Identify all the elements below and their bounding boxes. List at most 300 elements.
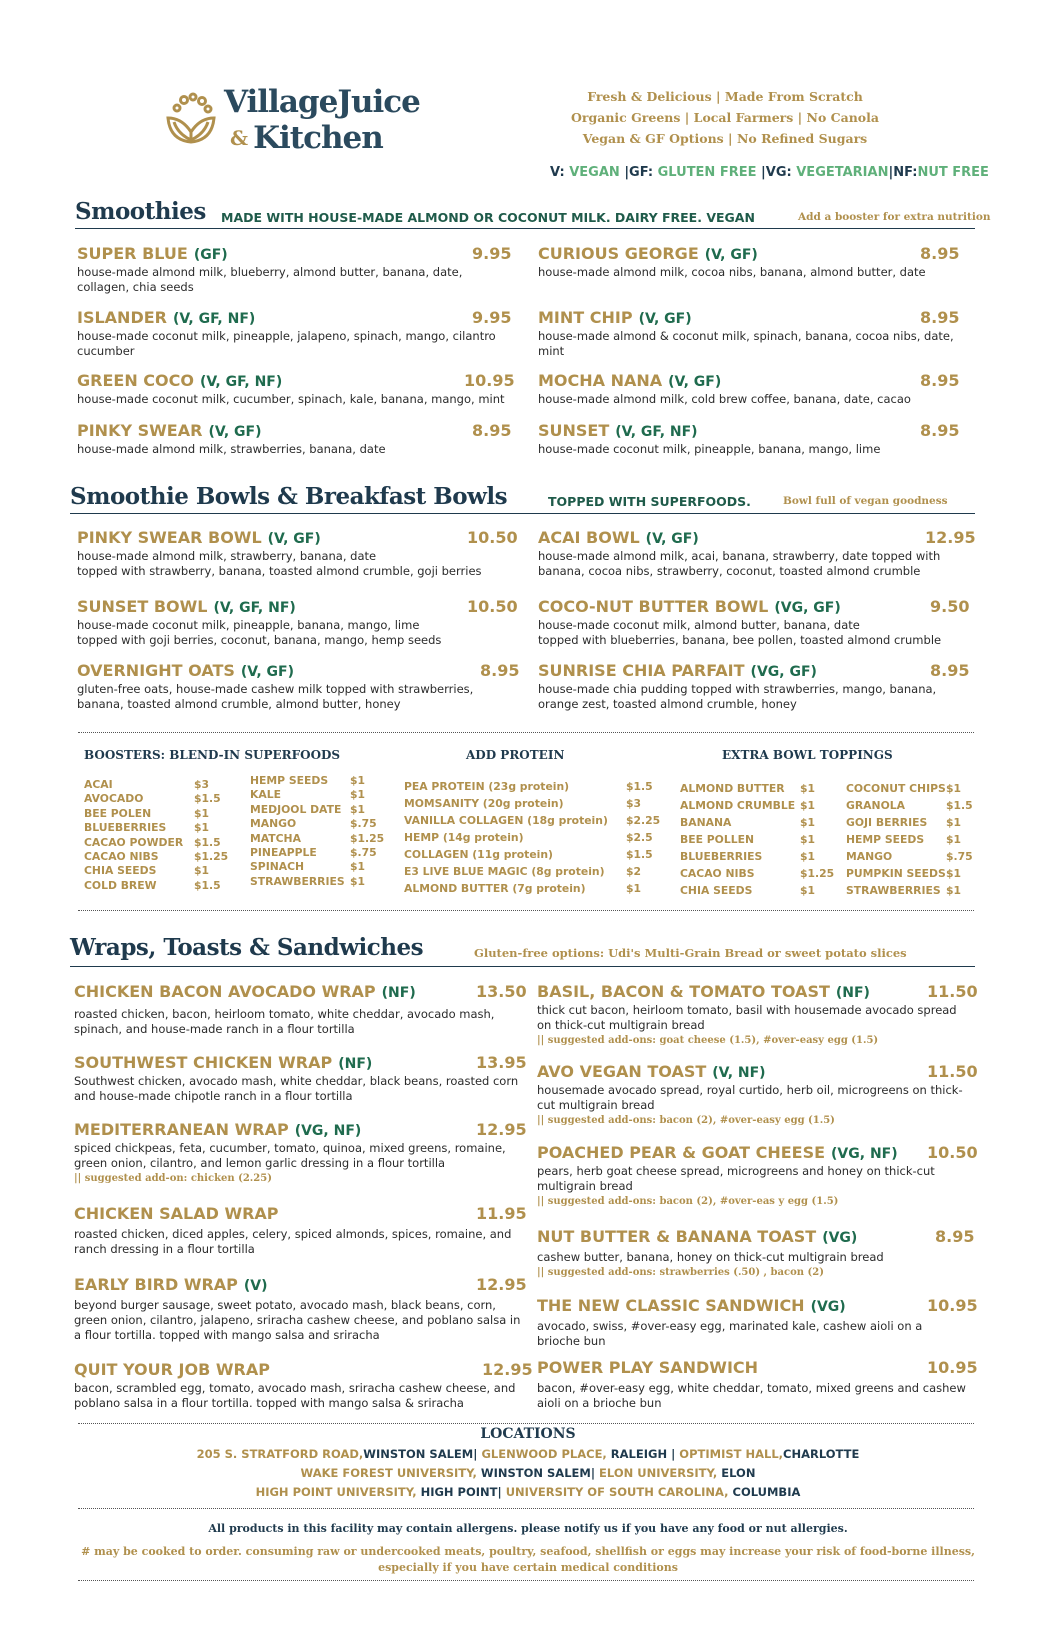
protein-row xyxy=(404,797,654,814)
booster-row xyxy=(84,864,234,878)
locations-line-1 xyxy=(0,1447,1056,1461)
booster-price: $1 xyxy=(350,802,366,816)
location-place: ELON UNIVERSITY, xyxy=(595,1466,718,1480)
legend-value: NUT FREE xyxy=(917,165,989,180)
item-description: beyond burger sausage, sweet potato, avocado mash, black beans, corn, green onion, cilantro, jalapeno, sriracha cashew cheese, and poblano salsa in a flour tortilla. topped with mango salsa and sriracha xyxy=(74,1298,521,1342)
topping-price: $1 xyxy=(800,799,816,812)
booster-row xyxy=(250,788,380,802)
topping-price: $1.25 xyxy=(800,867,835,880)
item-description-2: banana, cocoa nibs, strawberry, coconut, toasted almond crumble xyxy=(538,564,921,578)
wraps-rule xyxy=(70,966,975,967)
item-price: 10.95 xyxy=(927,1296,978,1315)
booster-row xyxy=(250,803,380,817)
item-name: QUIT YOUR JOB WRAP xyxy=(74,1360,270,1379)
item-name: POWER PLAY SANDWICH xyxy=(537,1358,759,1377)
booster-price: $1 xyxy=(350,874,366,888)
topping-price: $1 xyxy=(946,867,962,880)
item-name: SUNRISE CHIA PARFAIT xyxy=(538,661,745,680)
protein-price: $1.5 xyxy=(626,848,653,861)
item-name: CHICKEN SALAD WRAP xyxy=(74,1204,279,1223)
item-name: BASIL, BACON & TOMATO TOAST xyxy=(537,982,830,1001)
location-place: 205 S. STRATFORD ROAD, xyxy=(196,1447,364,1461)
booster-row xyxy=(84,850,234,864)
booster-price: $3 xyxy=(194,778,210,791)
item-name: SUNSET xyxy=(538,421,610,440)
item-price: 13.95 xyxy=(476,1053,527,1072)
topping-price: $.75 xyxy=(946,850,973,863)
bowls-subtitle: TOPPED WITH SUPERFOODS. xyxy=(548,494,751,509)
item-tags: (NF) xyxy=(835,985,870,1001)
topping-price: $1 xyxy=(946,884,962,897)
item-tags: (NF) xyxy=(381,985,416,1001)
topping-name: CHIA SEEDS xyxy=(680,884,753,897)
booster-row xyxy=(84,821,234,835)
toppings-list-1 xyxy=(680,782,840,901)
item-description: house-made almond milk, acai, banana, strawberry, date topped with xyxy=(538,549,941,563)
item-addon: || suggested add-ons: goat cheese (1.5), #over-easy egg (1.5) xyxy=(537,1035,879,1046)
topping-name: GRANOLA xyxy=(846,799,905,812)
protein-name: E3 LIVE BLUE MAGIC (8g protein) xyxy=(404,865,605,878)
topping-row xyxy=(680,884,840,901)
location-city: COLUMBIA xyxy=(728,1485,801,1499)
item-tags: (VG) xyxy=(810,1299,846,1315)
item-tags: (V, GF) xyxy=(240,664,294,680)
item-tags: (V, GF) xyxy=(208,424,262,440)
item-name: PINKY SWEAR xyxy=(77,421,203,440)
smoothies-rule xyxy=(75,228,975,229)
location-city: HIGH POINT| xyxy=(416,1485,502,1499)
topping-row xyxy=(846,867,976,884)
menu-item xyxy=(77,371,537,407)
item-description-2: topped with blueberries, banana, bee pollen, toasted almond crumble xyxy=(538,633,942,647)
booster-price: $1.25 xyxy=(350,831,385,845)
item-description: house-made coconut milk, almond butter, banana, date xyxy=(538,618,860,632)
item-name: GREEN COCO xyxy=(77,371,194,390)
booster-price: $1.5 xyxy=(194,835,221,849)
protein-name: COLLAGEN (11g protein) xyxy=(404,848,553,861)
item-description: avocado, swiss, #over-easy egg, marinated kale, cashew aioli on a brioche bun xyxy=(537,1319,923,1348)
booster-name: ACAI xyxy=(84,778,113,791)
menu-item xyxy=(538,371,968,407)
topping-name: PUMPKIN SEEDS xyxy=(846,867,946,880)
topping-price: $1.5 xyxy=(946,799,973,812)
wraps-note: Gluten-free options: Udi's Multi-Grain Bread or sweet potato slices xyxy=(474,946,907,960)
menu-item xyxy=(77,421,512,457)
item-name: AVO VEGAN TOAST xyxy=(537,1062,707,1081)
legend-key: |NF: xyxy=(888,165,918,180)
protein-name: ALMOND BUTTER (7g protein) xyxy=(404,882,586,895)
item-description-2: topped with goji berries, coconut, banana, mango, hemp seeds xyxy=(77,633,442,647)
allergy-notice: All products in this facility may contain allergens. please notify us if you have any food or nut allergies. xyxy=(208,1522,848,1535)
booster-row xyxy=(84,807,234,821)
item-price: 10.50 xyxy=(927,1143,978,1162)
booster-price: $1.5 xyxy=(194,878,221,892)
topping-row xyxy=(680,816,840,833)
item-tags: (V, GF, NF) xyxy=(213,600,296,616)
topping-price: $1 xyxy=(800,833,816,846)
booster-name: COLD BREW xyxy=(84,878,157,892)
protein-name: VANILLA COLLAGEN (18g protein) xyxy=(404,814,608,827)
booster-row xyxy=(250,875,380,889)
item-name: NUT BUTTER & BANANA TOAST xyxy=(537,1227,817,1246)
topping-row xyxy=(846,833,976,850)
protein-row xyxy=(404,848,654,865)
menu-item xyxy=(74,982,527,1037)
booster-name: KALE xyxy=(250,788,281,802)
tagline-1: Fresh & Delicious | Made From Scratch xyxy=(587,89,863,104)
item-name: SUPER BLUE xyxy=(77,244,188,263)
booster-name: CHIA SEEDS xyxy=(84,864,157,878)
protein-row xyxy=(404,865,654,882)
topping-price: $1 xyxy=(946,816,962,829)
legend-key: |VG: xyxy=(761,165,792,180)
item-description: house-made almond & coconut milk, spinach, banana, cocoa nibs, date, mint xyxy=(538,329,954,358)
item-description: house-made almond milk, blueberry, almond butter, banana, date, collagen, chia seeds xyxy=(77,265,463,294)
topping-name: GOJI BERRIES xyxy=(846,816,928,829)
item-price: 8.95 xyxy=(930,661,970,680)
menu-item xyxy=(74,1275,529,1343)
item-name: ACAI BOWL xyxy=(538,528,640,547)
topping-price: $1 xyxy=(946,833,962,846)
item-price: 12.95 xyxy=(482,1360,533,1379)
item-description: house-made coconut milk, cucumber, spinach, kale, banana, mango, mint xyxy=(77,392,505,406)
item-name: MEDITERRANEAN WRAP xyxy=(74,1120,289,1139)
booster-row xyxy=(84,879,234,893)
item-name: EARLY BIRD WRAP xyxy=(74,1275,238,1294)
item-name: SUNSET BOWL xyxy=(77,597,208,616)
brand-name-line1: VillageJuice xyxy=(224,84,420,120)
menu-item xyxy=(74,1053,527,1104)
topping-name: CACAO NIBS xyxy=(680,867,755,880)
protein-row xyxy=(404,831,654,848)
item-name: OVERNIGHT OATS xyxy=(77,661,235,680)
booster-price: $1 xyxy=(350,788,366,802)
booster-row xyxy=(250,860,380,874)
item-description-2: topped with strawberry, banana, toasted almond crumble, goji berries xyxy=(77,564,482,578)
menu-item xyxy=(77,528,517,579)
topping-name: BEE POLLEN xyxy=(680,833,755,846)
booster-row xyxy=(250,846,380,860)
protein-row xyxy=(404,780,654,797)
booster-price: $1.25 xyxy=(194,849,229,863)
menu-item xyxy=(77,597,517,648)
item-tags: (V, GF) xyxy=(704,247,758,263)
item-addon: || suggested add-on: chicken (2.25) xyxy=(74,1173,272,1184)
protein-title: ADD PROTEIN xyxy=(466,748,565,762)
menu-item xyxy=(77,244,512,295)
topping-name: COCONUT CHIPS xyxy=(846,782,946,795)
legend-key: |GF: xyxy=(624,165,654,180)
protein-row xyxy=(404,814,661,831)
menu-item xyxy=(538,661,973,712)
menu-item xyxy=(537,1227,975,1278)
divider xyxy=(78,1580,974,1581)
item-tags: (VG, GF) xyxy=(750,664,817,680)
item-tags: (NF) xyxy=(338,1056,373,1072)
protein-name: PEA PROTEIN (23g protein) xyxy=(404,780,570,793)
item-description-2: banana, toasted almond crumble, almond butter, honey xyxy=(77,697,401,711)
item-description: roasted chicken, bacon, heirloom tomato, white cheddar, avocado mash, spinach, and house-made ranch in a flour tortilla xyxy=(74,1007,495,1036)
raw-food-warning: # may be cooked to order. consuming raw or undercooked meats, poultry, seafood, shellfish or eggs may increase your risk of food-borne illness, xyxy=(81,1545,975,1558)
item-description: Southwest chicken, avocado mash, white cheddar, black beans, roasted corn and house-made chipotle ranch in a flour tortilla xyxy=(74,1074,519,1103)
item-name: PINKY SWEAR BOWL xyxy=(77,528,262,547)
booster-name: MATCHA xyxy=(250,831,301,845)
menu-item xyxy=(74,1120,529,1184)
protein-list xyxy=(404,780,661,899)
topping-name: STRAWBERRIES xyxy=(846,884,941,897)
topping-row xyxy=(846,850,976,867)
item-tags: (V, NF) xyxy=(712,1065,766,1081)
item-price: 10.95 xyxy=(927,1358,978,1377)
topping-name: BANANA xyxy=(680,816,732,829)
topping-price: $1 xyxy=(800,850,816,863)
diet-legend xyxy=(550,165,989,180)
topping-row xyxy=(846,799,976,816)
topping-price: $1 xyxy=(800,884,816,897)
item-description: house-made almond milk, cocoa nibs, banana, almond butter, date xyxy=(538,265,926,279)
topping-row xyxy=(680,799,840,816)
divider xyxy=(78,910,974,911)
item-tags: (V, GF) xyxy=(645,531,699,547)
topping-price: $1 xyxy=(946,782,962,795)
menu-item xyxy=(74,1360,533,1411)
booster-price: $1 xyxy=(194,821,210,835)
location-city: RALEIGH | xyxy=(606,1447,676,1461)
item-tags: (VG) xyxy=(822,1230,858,1246)
item-name: CURIOUS GEORGE xyxy=(538,244,699,263)
booster-price: $1 xyxy=(350,774,366,787)
protein-price: $2.5 xyxy=(626,831,653,844)
smoothies-title: Smoothies xyxy=(75,198,206,225)
booster-row xyxy=(84,836,234,850)
item-price: 9.95 xyxy=(472,308,512,327)
item-name: MINT CHIP xyxy=(538,308,633,327)
legend-value: VEGETARIAN xyxy=(796,165,889,180)
location-place: WAKE FOREST UNIVERSITY, xyxy=(300,1466,477,1480)
item-price: 9.95 xyxy=(472,244,512,263)
item-price: 10.95 xyxy=(464,371,515,390)
topping-name: ALMOND BUTTER xyxy=(680,782,785,795)
locations-line-3 xyxy=(0,1485,1056,1499)
menu-item xyxy=(538,528,976,579)
location-place: UNIVERSITY OF SOUTH CAROLINA, xyxy=(501,1485,729,1499)
item-description: house-made almond milk, strawberry, banana, date xyxy=(77,549,377,563)
item-description: gluten-free oats, house-made cashew milk topped with strawberries, xyxy=(77,682,474,696)
booster-name: CACAO POWDER xyxy=(84,835,184,849)
item-price: 8.95 xyxy=(920,421,960,440)
menu-item xyxy=(537,1062,978,1126)
booster-name: MANGO xyxy=(250,817,297,831)
booster-price: $1 xyxy=(350,860,366,874)
item-description: house-made almond milk, cold brew coffee, banana, date, cacao xyxy=(538,392,911,406)
boosters-list-1 xyxy=(84,778,234,893)
item-price: 12.95 xyxy=(925,528,976,547)
item-price: 8.95 xyxy=(480,661,520,680)
item-description: house-made almond milk, strawberries, banana, date xyxy=(77,442,386,456)
item-price: 8.95 xyxy=(920,244,960,263)
booster-name: MEDJOOL DATE xyxy=(250,802,342,816)
item-description: roasted chicken, diced apples, celery, spiced almonds, spices, romaine, and ranch dressing in a flour tortilla xyxy=(74,1227,512,1256)
location-place: HIGH POINT UNIVERSITY, xyxy=(255,1485,417,1499)
locations-line-2 xyxy=(0,1466,1056,1480)
item-price: 9.50 xyxy=(930,597,970,616)
booster-name: HEMP SEEDS xyxy=(250,774,329,787)
protein-price: $1 xyxy=(626,882,642,895)
menu-item xyxy=(537,982,978,1046)
smoothies-subtitle: MADE WITH HOUSE-MADE ALMOND OR COCONUT MILK. DAIRY FREE. VEGAN xyxy=(221,210,755,225)
booster-price: $1 xyxy=(194,864,210,878)
topping-price: $1 xyxy=(800,782,816,795)
protein-price: $2.25 xyxy=(626,814,661,827)
item-price: 8.95 xyxy=(920,308,960,327)
item-description: spiced chickpeas, feta, cucumber, tomato, quinoa, mixed greens, romaine, green onion, cilantro, and lemon garlic dressing in a flour tortilla xyxy=(74,1141,506,1170)
item-tags: (V, GF) xyxy=(638,311,692,327)
item-tags: (GF) xyxy=(193,247,228,263)
item-price: 8.95 xyxy=(920,371,960,390)
topping-row xyxy=(680,782,840,799)
item-description: bacon, scrambled egg, tomato, avocado mash, sriracha cashew cheese, and poblano salsa in a flour tortilla. topped with mango salsa & sriracha xyxy=(74,1381,516,1410)
location-place: OPTIMIST HALL, xyxy=(675,1447,784,1461)
protein-price: $3 xyxy=(626,797,642,810)
item-tags: (V, GF, NF) xyxy=(172,311,256,327)
booster-name: AVOCADO xyxy=(84,792,144,806)
menu-item xyxy=(77,308,512,359)
booster-name: BEE POLEN xyxy=(84,806,152,820)
legend-value: VEGAN xyxy=(569,165,620,180)
topping-row xyxy=(846,884,976,901)
item-tags: (VG, NF) xyxy=(294,1123,362,1139)
item-price: 12.95 xyxy=(476,1275,527,1294)
item-price: 11.50 xyxy=(927,982,978,1001)
menu-item xyxy=(77,661,520,712)
booster-price: $1.5 xyxy=(194,792,221,806)
item-price: 10.50 xyxy=(467,528,518,547)
item-price: 13.50 xyxy=(476,982,527,1001)
boosters-list-2 xyxy=(250,774,385,889)
bowls-note: Bowl full of vegan goodness xyxy=(783,495,948,507)
menu-item xyxy=(537,1358,978,1411)
location-city: WINSTON SALEM| xyxy=(476,1466,596,1480)
item-name: SOUTHWEST CHICKEN WRAP xyxy=(74,1053,333,1072)
legend-value: GLUTEN FREE xyxy=(657,165,757,180)
item-price: 8.95 xyxy=(472,421,512,440)
leaf-logo-icon xyxy=(160,88,222,150)
topping-name: BLUEBERRIES xyxy=(680,850,763,863)
item-name: THE NEW CLASSIC SANDWICH xyxy=(537,1296,805,1315)
booster-name: CACAO NIBS xyxy=(84,849,159,863)
item-price: 12.95 xyxy=(476,1120,527,1139)
booster-price: $1 xyxy=(194,806,210,820)
brand-name-line2 xyxy=(230,120,383,156)
item-description: house-made coconut milk, pineapple, banana, mango, lime xyxy=(538,442,881,456)
item-tags: (VG, NF) xyxy=(831,1146,898,1162)
booster-name: PINEAPPLE xyxy=(250,845,317,859)
item-price: 11.95 xyxy=(476,1204,527,1223)
booster-row xyxy=(250,831,385,846)
item-description: house-made chia pudding topped with strawberries, mango, banana, xyxy=(538,682,937,696)
brand-ampersand: & xyxy=(230,126,248,150)
booster-name: BLUEBERRIES xyxy=(84,821,167,835)
item-tags: (VG, GF) xyxy=(774,600,841,616)
tagline-2: Organic Greens | Local Farmers | No Canola xyxy=(571,110,879,125)
booster-row xyxy=(250,774,380,788)
topping-row xyxy=(846,816,976,833)
divider xyxy=(78,732,974,733)
booster-name: SPINACH xyxy=(250,860,305,874)
topping-name: ALMOND CRUMBLE xyxy=(680,799,796,812)
booster-row xyxy=(84,778,234,792)
menu-item xyxy=(538,308,958,359)
item-name: CHICKEN BACON AVOCADO WRAP xyxy=(74,982,376,1001)
menu-item xyxy=(538,597,973,648)
menu-item xyxy=(538,421,968,457)
topping-name: HEMP SEEDS xyxy=(846,833,925,846)
menu-item xyxy=(74,1204,527,1257)
item-tags: (V, GF) xyxy=(668,374,722,390)
booster-price: $.75 xyxy=(350,817,377,831)
toppings-title: EXTRA BOWL TOPPINGS xyxy=(722,748,893,762)
boosters-title: BOOSTERS: BLEND-IN SUPERFOODS xyxy=(84,748,341,762)
item-name: COCO-NUT BUTTER BOWL xyxy=(538,597,769,616)
topping-price: $1 xyxy=(800,816,816,829)
item-price: 10.50 xyxy=(467,597,518,616)
menu-item xyxy=(538,244,968,280)
item-price: 11.50 xyxy=(927,1062,978,1081)
menu-item xyxy=(537,1296,978,1349)
item-description: bacon, #over-easy egg, white cheddar, tomato, mixed greens and cashew aioli on a brioche bun xyxy=(537,1381,966,1410)
protein-name: HEMP (14g protein) xyxy=(404,831,524,844)
location-city: CHARLOTTE xyxy=(783,1447,860,1461)
item-name: MOCHA NANA xyxy=(538,371,663,390)
smoothies-note: Add a booster for extra nutrition xyxy=(798,211,991,223)
item-description: thick cut bacon, heirloom tomato, basil with housemade avocado spread on thick-cut multigrain bread xyxy=(537,1003,957,1032)
item-description: housemade avocado spread, royal curtido, herb oil, microgreens on thick-cut multigrain bread xyxy=(537,1083,963,1112)
booster-price: $.75 xyxy=(350,845,377,859)
legend-key: V: xyxy=(550,165,565,180)
divider xyxy=(78,1508,974,1509)
location-city: ELON xyxy=(717,1466,756,1480)
item-name: ISLANDER xyxy=(77,308,167,327)
item-tags: (V) xyxy=(243,1278,268,1294)
tagline-3: Vegan & GF Options | No Refined Sugars xyxy=(582,131,868,146)
brand-kitchen: Kitchen xyxy=(253,120,383,156)
topping-row xyxy=(680,833,840,850)
protein-row xyxy=(404,882,654,899)
item-description: house-made coconut milk, pineapple, jalapeno, spinach, mango, cilantro cucumber xyxy=(77,329,496,358)
protein-name: MOMSANITY (20g protein) xyxy=(404,797,564,810)
topping-row xyxy=(680,850,840,867)
topping-row xyxy=(680,867,840,884)
item-description-2: orange zest, toasted almond crumble, honey xyxy=(538,697,797,711)
location-place: GLENWOOD PLACE, xyxy=(477,1447,607,1461)
menu-item xyxy=(537,1143,978,1207)
location-city: WINSTON SALEM| xyxy=(363,1447,478,1461)
item-tags: (V, GF) xyxy=(267,531,321,547)
bowls-title: Smoothie Bowls & Breakfast Bowls xyxy=(70,483,508,510)
item-description: house-made coconut milk, pineapple, banana, mango, lime xyxy=(77,618,420,632)
booster-row xyxy=(84,792,234,806)
bowls-rule xyxy=(70,513,975,514)
topping-row xyxy=(846,782,976,799)
item-addon: || suggested add-ons: strawberries (.50) , bacon (2) xyxy=(537,1267,824,1278)
topping-name: MANGO xyxy=(846,850,893,863)
item-description: pears, herb goat cheese spread, microgreens and honey on thick-cut multigrain bread xyxy=(537,1164,935,1193)
item-description: cashew butter, banana, honey on thick-cut multigrain bread xyxy=(537,1250,884,1264)
toppings-list-2 xyxy=(846,782,976,901)
divider xyxy=(78,1423,974,1424)
item-tags: (V, GF, NF) xyxy=(615,424,698,440)
locations-title: LOCATIONS xyxy=(480,1426,576,1442)
